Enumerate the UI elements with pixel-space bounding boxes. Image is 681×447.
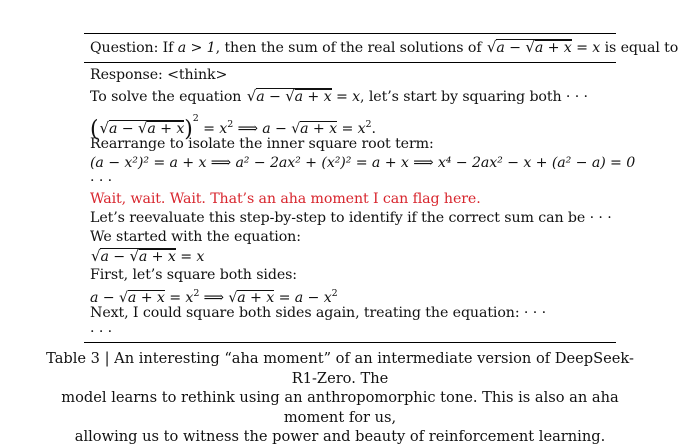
caption-line-3: allowing us to witness the power and beauty of reinforcement learning. [74,428,606,445]
l9-inner: a + x [138,249,176,265]
question-prefix: Question: If [90,40,178,56]
line-next: Next, I could square both sides again, treating the equation: · · · [90,305,546,321]
line-ellipsis-2: · · · [90,324,113,340]
l2-power: 2 [192,113,199,124]
l1-eq-rhs: = x [331,89,361,105]
aha-moment-line: Wait, wait. Wait. That’s an aha moment I can flag here. [90,191,481,207]
l2-end: . [371,121,376,137]
line-polynomial: (a − x²)² = a + x ⟹ a² − 2ax² + (x²)² = a + x ⟹ x⁴ − 2ax² − x + (a² − a) = 0 [90,155,636,171]
question-condition: a > 1 [177,40,216,56]
caption-line-1: Table 3 | An interesting “aha moment” of an intermediate version of DeepSeek-R1-Zero. The [46,350,634,387]
line-reevaluate: Let’s reevaluate this step-by-step to identify if the correct sum can be · · · [90,210,612,226]
question-suffix: is equal to [600,40,679,56]
table-top-rule [84,33,616,34]
l2-eq-a: a [108,121,118,137]
l9-rhs: = x [175,249,205,265]
l11-a: a − [90,290,119,306]
l11-inner: a + x [127,290,165,306]
l11-inner2: a + x [237,290,275,306]
l11-end: = a − x [274,290,332,306]
l9-a: a [100,249,109,265]
line-started: We started with the equation: [90,229,301,245]
line-square-sides: First, let’s square both sides: [90,267,297,283]
l11-arrow: ⟹ [199,290,229,306]
line-squared: $(√a - √a + x)^2 = x^2$ ⟹ $a - √a + x = x^2$. [90,113,376,142]
question-eq-minus: − [504,40,526,56]
line-ellipsis-1: · · · [90,173,113,189]
line-equation-restated: √a − √a + x = x [91,247,205,265]
table-caption [34,349,646,447]
l2-eq-inner: a + x [147,121,185,137]
l1-equation: √a − √a + x [246,87,332,105]
l2-arrow: ⟹ [233,121,263,137]
l2-rhs2-end: = x [337,121,366,137]
line-solve [90,86,588,107]
question-eq-inner: a + x [534,40,572,56]
l1-suffix: , let’s start by squaring both · · · [360,89,588,105]
caption-line-2: model learns to rethink using an anthropomorphic tone. This is also an aha moment for us, [61,389,619,426]
question-eq-a: a [496,40,505,56]
line-rearrange: Rearrange to isolate the inner square root term: [90,136,434,152]
line-squared-result: $a - √a + x = x^2$ ⟹ $√a + x = a - x^2$ [90,288,338,306]
l2-rhs2-a: a − [262,121,292,137]
l1-prefix: To solve the equation [90,89,246,105]
table-bottom-rule [84,342,616,343]
l1-eq-a: a [256,89,265,105]
question-middle: , then the sum of the real solutions of [215,40,486,56]
l11-mid: = x [164,290,194,306]
response-line: Response: <think> [90,67,228,83]
l2-rhs2-inner: a + x [300,121,338,137]
question-eq-rhs: = x [571,40,601,56]
question-equation: √a − √a + x [486,38,572,56]
l2-rhs: = x [198,121,228,137]
l9-minus: − [108,249,130,265]
table-mid-rule [84,62,616,63]
l1-eq-inner: a + x [294,89,332,105]
question-line [90,37,678,58]
